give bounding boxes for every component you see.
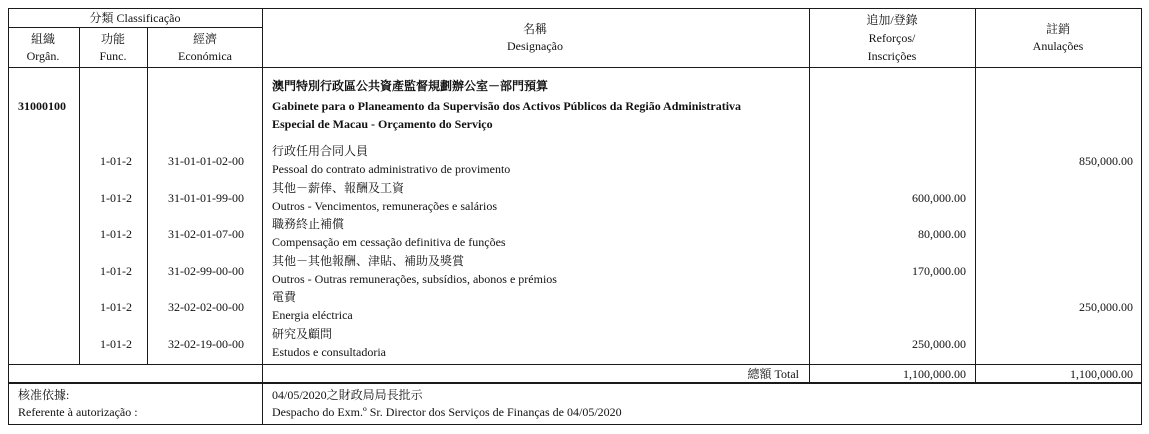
header-org-zh: 組織 (30, 32, 56, 46)
row-reforco: 250,000.00 (912, 337, 966, 351)
col-line-desig (809, 8, 810, 383)
header-econ-pt: Económica (178, 49, 232, 63)
border-bottom (8, 424, 1142, 425)
total-anulacao: 1,100,000.00 (1070, 367, 1133, 381)
row-desig-pt: Outros - Vencimentos, remunerações e salários (272, 199, 498, 213)
row-econ: 31-02-99-00-00 (168, 264, 244, 278)
row-func: 1-01-2 (100, 154, 132, 168)
org-title-pt2: Especial de Macau - Orçamento do Serviço (272, 117, 493, 131)
row-desig-pt: Estudos e consultadoria (272, 345, 386, 359)
total-label: 總額 Total (747, 367, 799, 381)
row-func: 1-01-2 (100, 264, 132, 278)
row-reforco: 600,000.00 (912, 191, 966, 205)
authorization-value-zh: 04/05/2020之財政局局長批示 (272, 388, 423, 402)
col-line-ref (975, 8, 976, 383)
row-desig-pt: Energia eléctrica (272, 308, 353, 322)
header-anul-pt: Anulações (1032, 39, 1084, 53)
row-anulacao: 250,000.00 (1079, 300, 1133, 314)
row-desig-zh: 職務終止補償 (272, 217, 345, 231)
row-desig-zh: 其他－其他報酬、津貼、補助及獎賞 (272, 254, 465, 268)
org-code: 31000100 (18, 99, 66, 113)
row-func: 1-01-2 (100, 300, 132, 314)
row-econ: 31-02-01-07-00 (168, 227, 244, 241)
border-right (1141, 8, 1142, 425)
header-org-pt: Orgân. (26, 49, 60, 63)
header-econ-zh: 經濟 (192, 32, 218, 46)
classification-divider (8, 27, 262, 28)
row-func: 1-01-2 (100, 337, 132, 351)
org-title-zh: 澳門特別行政區公共資產監督規劃辦公室－部門預算 (272, 79, 549, 93)
header-func-pt: Func. (99, 49, 127, 63)
row-desig-pt: Outros - Outras remunerações, subsídios, abonos e prémios (272, 272, 557, 286)
row-desig-pt: Pessoal do contrato administrativo de provimento (272, 162, 511, 176)
row-func: 1-01-2 (100, 227, 132, 241)
row-desig-zh: 行政任用合同人員 (272, 144, 369, 158)
row-reforco: 80,000.00 (918, 227, 966, 241)
border-left (8, 8, 9, 425)
footer-divider (8, 382, 1142, 384)
header-ref-zh: 追加/登錄 (866, 13, 918, 27)
header-func-zh: 功能 (100, 32, 126, 46)
total-reforco: 1,100,000.00 (903, 367, 966, 381)
row-econ: 31-01-01-02-00 (168, 154, 244, 168)
col-line-org (79, 27, 80, 365)
row-anulacao: 850,000.00 (1079, 154, 1133, 168)
header-desig-pt: Designação (507, 39, 563, 53)
row-reforco: 170,000.00 (912, 264, 966, 278)
col-line-func (147, 27, 148, 365)
row-desig-zh: 其他－薪俸、報酬及工資 (272, 181, 405, 195)
row-desig-pt: Compensação em cessação definitiva de funções (272, 235, 506, 249)
row-econ: 32-02-19-00-00 (168, 337, 244, 351)
header-anul-zh: 註銷 (1045, 22, 1071, 36)
header-desig-zh: 名稱 (522, 22, 548, 36)
row-econ: 31-01-01-99-00 (168, 191, 244, 205)
authorization-value-pt: Despacho do Exm.º Sr. Director dos Serviços de Finanças de 04/05/2020 (272, 405, 622, 419)
authorization-label-zh: 核准依據: (18, 388, 70, 402)
header-ref-pt2: Inscrições (867, 49, 917, 63)
header-classificacao: 分類 Classificação (89, 11, 181, 25)
row-desig-zh: 研究及顧問 (272, 327, 333, 341)
border-top (8, 8, 1142, 9)
col-line-econ (262, 8, 263, 425)
header-divider (8, 67, 1142, 68)
total-divider (8, 364, 1142, 365)
row-func: 1-01-2 (100, 191, 132, 205)
authorization-label-pt: Referente à autorização : (18, 405, 138, 419)
row-desig-zh: 電費 (272, 290, 297, 304)
row-econ: 32-02-02-00-00 (168, 300, 244, 314)
org-title-pt1: Gabinete para o Planeamento da Supervisão dos Activos Públicos da Região Administrativa (272, 99, 742, 113)
header-ref-pt1: Reforços/ (868, 31, 916, 45)
